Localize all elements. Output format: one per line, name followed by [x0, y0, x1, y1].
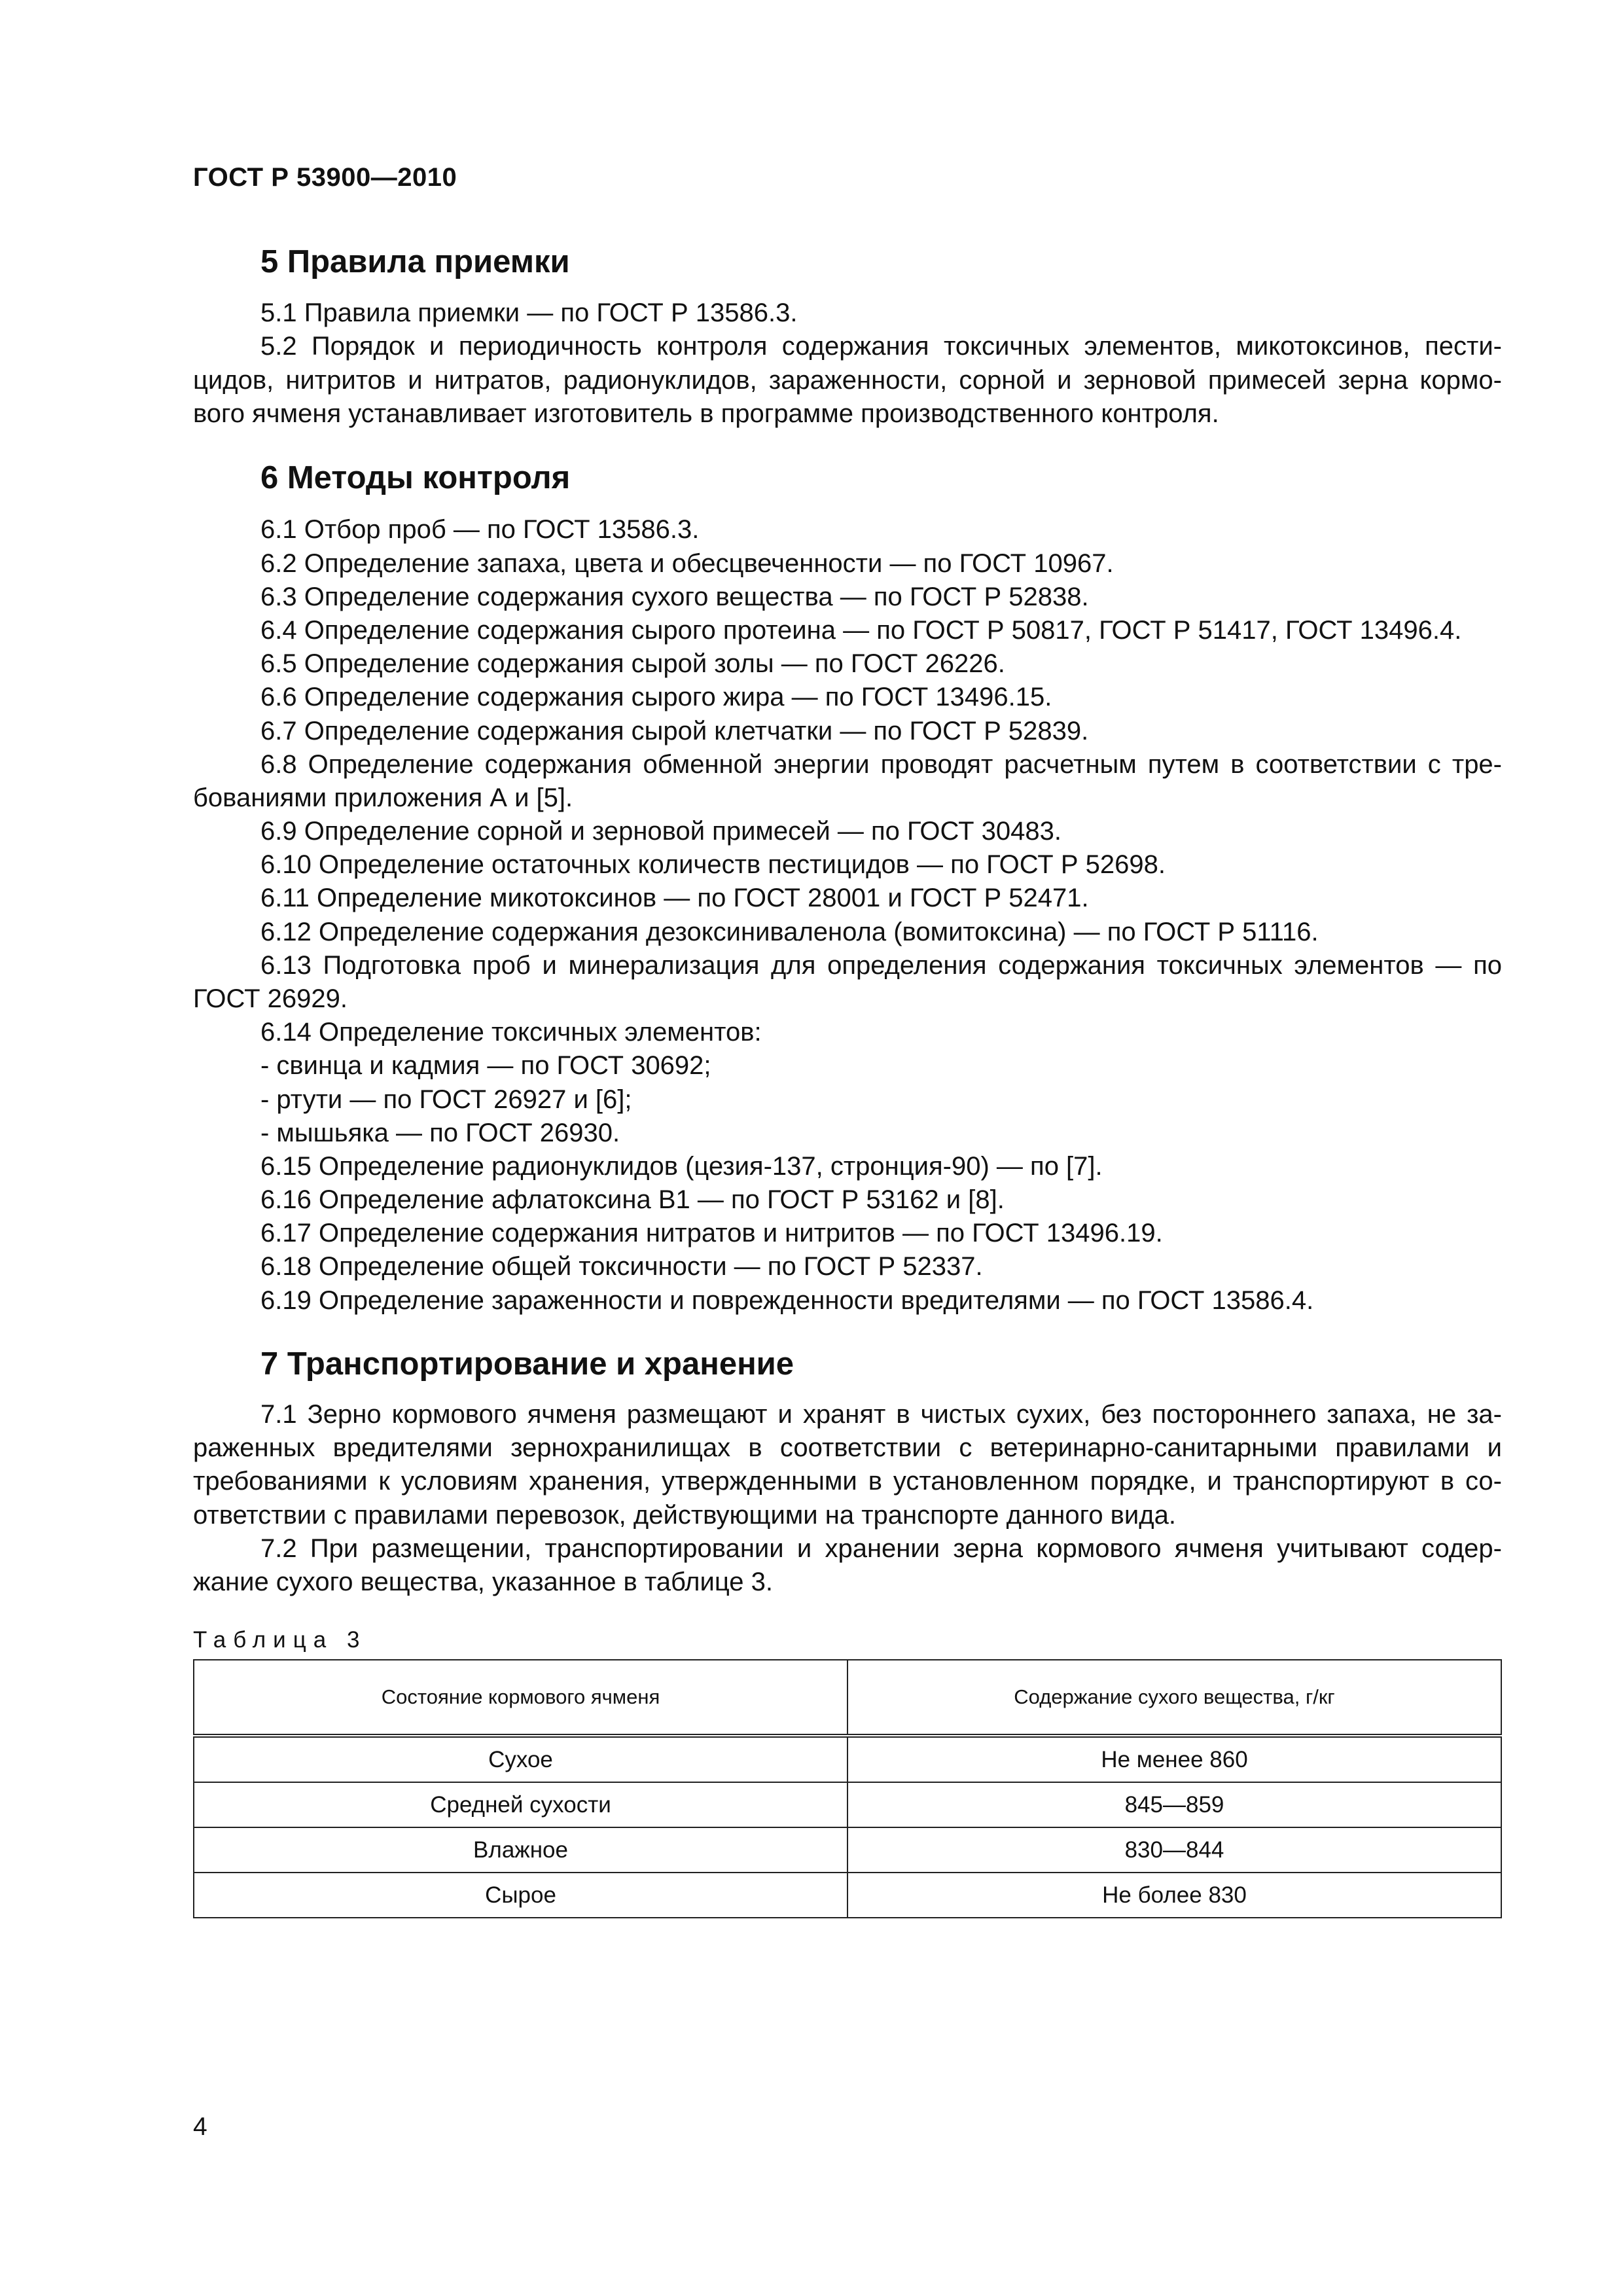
- bullet-arsenic: - мышьяка — по ГОСТ 26930.: [260, 1119, 620, 1147]
- table-cell: Сырое: [194, 1873, 847, 1918]
- table-3: [193, 1659, 1502, 1918]
- table-row: [194, 1782, 1501, 1827]
- paragraph-7-1-line2: раженных вредителями зернохранилищах в соответствии с ветеринарно-санитарными правилами и: [193, 1433, 1502, 1462]
- item-6-16: 6.16 Определение афлатоксина В1 — по ГОСТ Р 53162 и [8].: [260, 1185, 1005, 1214]
- column-header-dry-matter: Содержание сухого вещества, г/кг: [847, 1660, 1501, 1736]
- item-6-18: 6.18 Определение общей токсичности — по ГОСТ Р 52337.: [260, 1252, 983, 1281]
- item-6-19: 6.19 Определение зараженности и поврежденности вредителями — по ГОСТ 13586.4.: [260, 1286, 1314, 1315]
- item-6-7: 6.7 Определение содержания сырой клетчатки — по ГОСТ Р 52839.: [260, 717, 1089, 745]
- item-6-14: 6.14 Определение токсичных элементов:: [260, 1018, 762, 1047]
- column-header-state: Состояние кормового ячменя: [194, 1660, 847, 1736]
- paragraph-7-1-line3: требованиями к условиям хранения, утвержденными в установленном порядке, и транспортируют в со-: [193, 1467, 1502, 1496]
- item-6-2: 6.2 Определение запаха, цвета и обесцвеченности — по ГОСТ 10967.: [260, 549, 1114, 578]
- page-number: 4: [193, 2113, 207, 2141]
- table-cell: 845—859: [847, 1782, 1501, 1827]
- item-6-6: 6.6 Определение содержания сырого жира — по ГОСТ 13496.15.: [260, 683, 1052, 711]
- section-7-heading: 7 Транспортирование и хранение: [260, 1346, 794, 1382]
- table-cell: Влажное: [194, 1827, 847, 1873]
- item-6-3: 6.3 Определение содержания сухого вещества — по ГОСТ Р 52838.: [260, 583, 1089, 611]
- item-6-11: 6.11 Определение микотоксинов — по ГОСТ 28001 и ГОСТ Р 52471.: [260, 884, 1089, 912]
- paragraph-7-2-line1: 7.2 При размещении, транспортировании и хранении зерна кормового ячменя учитывают содер-: [260, 1534, 1502, 1563]
- paragraph-5-1: 5.1 Правила приемки — по ГОСТ Р 13586.3.: [260, 298, 798, 327]
- paragraph-5-2-line3: вого ячменя устанавливает изготовитель в программе производственного контроля.: [193, 399, 1219, 428]
- item-6-9: 6.9 Определение сорной и зерновой примесей — по ГОСТ 30483.: [260, 817, 1061, 846]
- item-6-12: 6.12 Определение содержания дезоксиниваленола (вомитоксина) — по ГОСТ Р 51116.: [260, 918, 1319, 946]
- table-cell: Средней сухости: [194, 1782, 847, 1827]
- table-row: [194, 1827, 1501, 1873]
- paragraph-7-2-line2: жание сухого вещества, указанное в таблице 3.: [193, 1568, 774, 1596]
- table-row: [194, 1736, 1501, 1782]
- table-cell: Не более 830: [847, 1873, 1501, 1918]
- paragraph-7-1-line1: 7.1 Зерно кормового ячменя размещают и хранят в чистых сухих, без постороннего запаха, не за-: [260, 1400, 1502, 1429]
- bullet-lead-cadmium: - свинца и кадмия — по ГОСТ 30692;: [260, 1051, 711, 1080]
- table-cell: Не менее 860: [847, 1736, 1501, 1782]
- table-header-row: [194, 1660, 1501, 1736]
- item-6-5: 6.5 Определение содержания сырой золы — по ГОСТ 26226.: [260, 649, 1005, 678]
- section-5-heading: 5 Правила приемки: [260, 244, 570, 279]
- item-6-17: 6.17 Определение содержания нитратов и нитритов — по ГОСТ 13496.19.: [260, 1219, 1163, 1247]
- item-6-1: 6.1 Отбор проб — по ГОСТ 13586.3.: [260, 515, 700, 544]
- item-6-8-line1: 6.8 Определение содержания обменной энергии проводят расчетным путем в соответствии с тре-: [260, 750, 1502, 779]
- item-6-8-line2: бованиями приложения А и [5].: [193, 783, 573, 812]
- item-6-13-line2: ГОСТ 26929.: [193, 984, 348, 1013]
- item-6-4: 6.4 Определение содержания сырого протеина — по ГОСТ Р 50817, ГОСТ Р 51417, ГОСТ 13496.4.: [260, 616, 1462, 645]
- table-caption: Таблица 3: [193, 1627, 367, 1653]
- paragraph-5-2-line1: 5.2 Порядок и периодичность контроля содержания токсичных элементов, микотоксинов, пести-: [260, 332, 1502, 361]
- item-6-13-line1: 6.13 Подготовка проб и минерализация для определения содержания токсичных элементов — по: [260, 951, 1502, 980]
- paragraph-5-2-line2: цидов, нитритов и нитратов, радионуклидов, зараженности, сорной и зерновой примесей зерна кормо-: [193, 366, 1502, 395]
- item-6-10: 6.10 Определение остаточных количеств пестицидов — по ГОСТ Р 52698.: [260, 850, 1166, 879]
- bullet-mercury: - ртути — по ГОСТ 26927 и [6];: [260, 1085, 632, 1114]
- paragraph-7-1-line4: ответствии с правилами перевозок, действующими на транспорте данного вида.: [193, 1501, 1176, 1530]
- table-cell: Сухое: [194, 1736, 847, 1782]
- document-id: ГОСТ Р 53900—2010: [193, 163, 457, 192]
- item-6-15: 6.15 Определение радионуклидов (цезия-137, стронция-90) — по [7].: [260, 1152, 1103, 1181]
- section-6-heading: 6 Методы контроля: [260, 460, 571, 495]
- table-row: [194, 1873, 1501, 1918]
- table-cell: 830—844: [847, 1827, 1501, 1873]
